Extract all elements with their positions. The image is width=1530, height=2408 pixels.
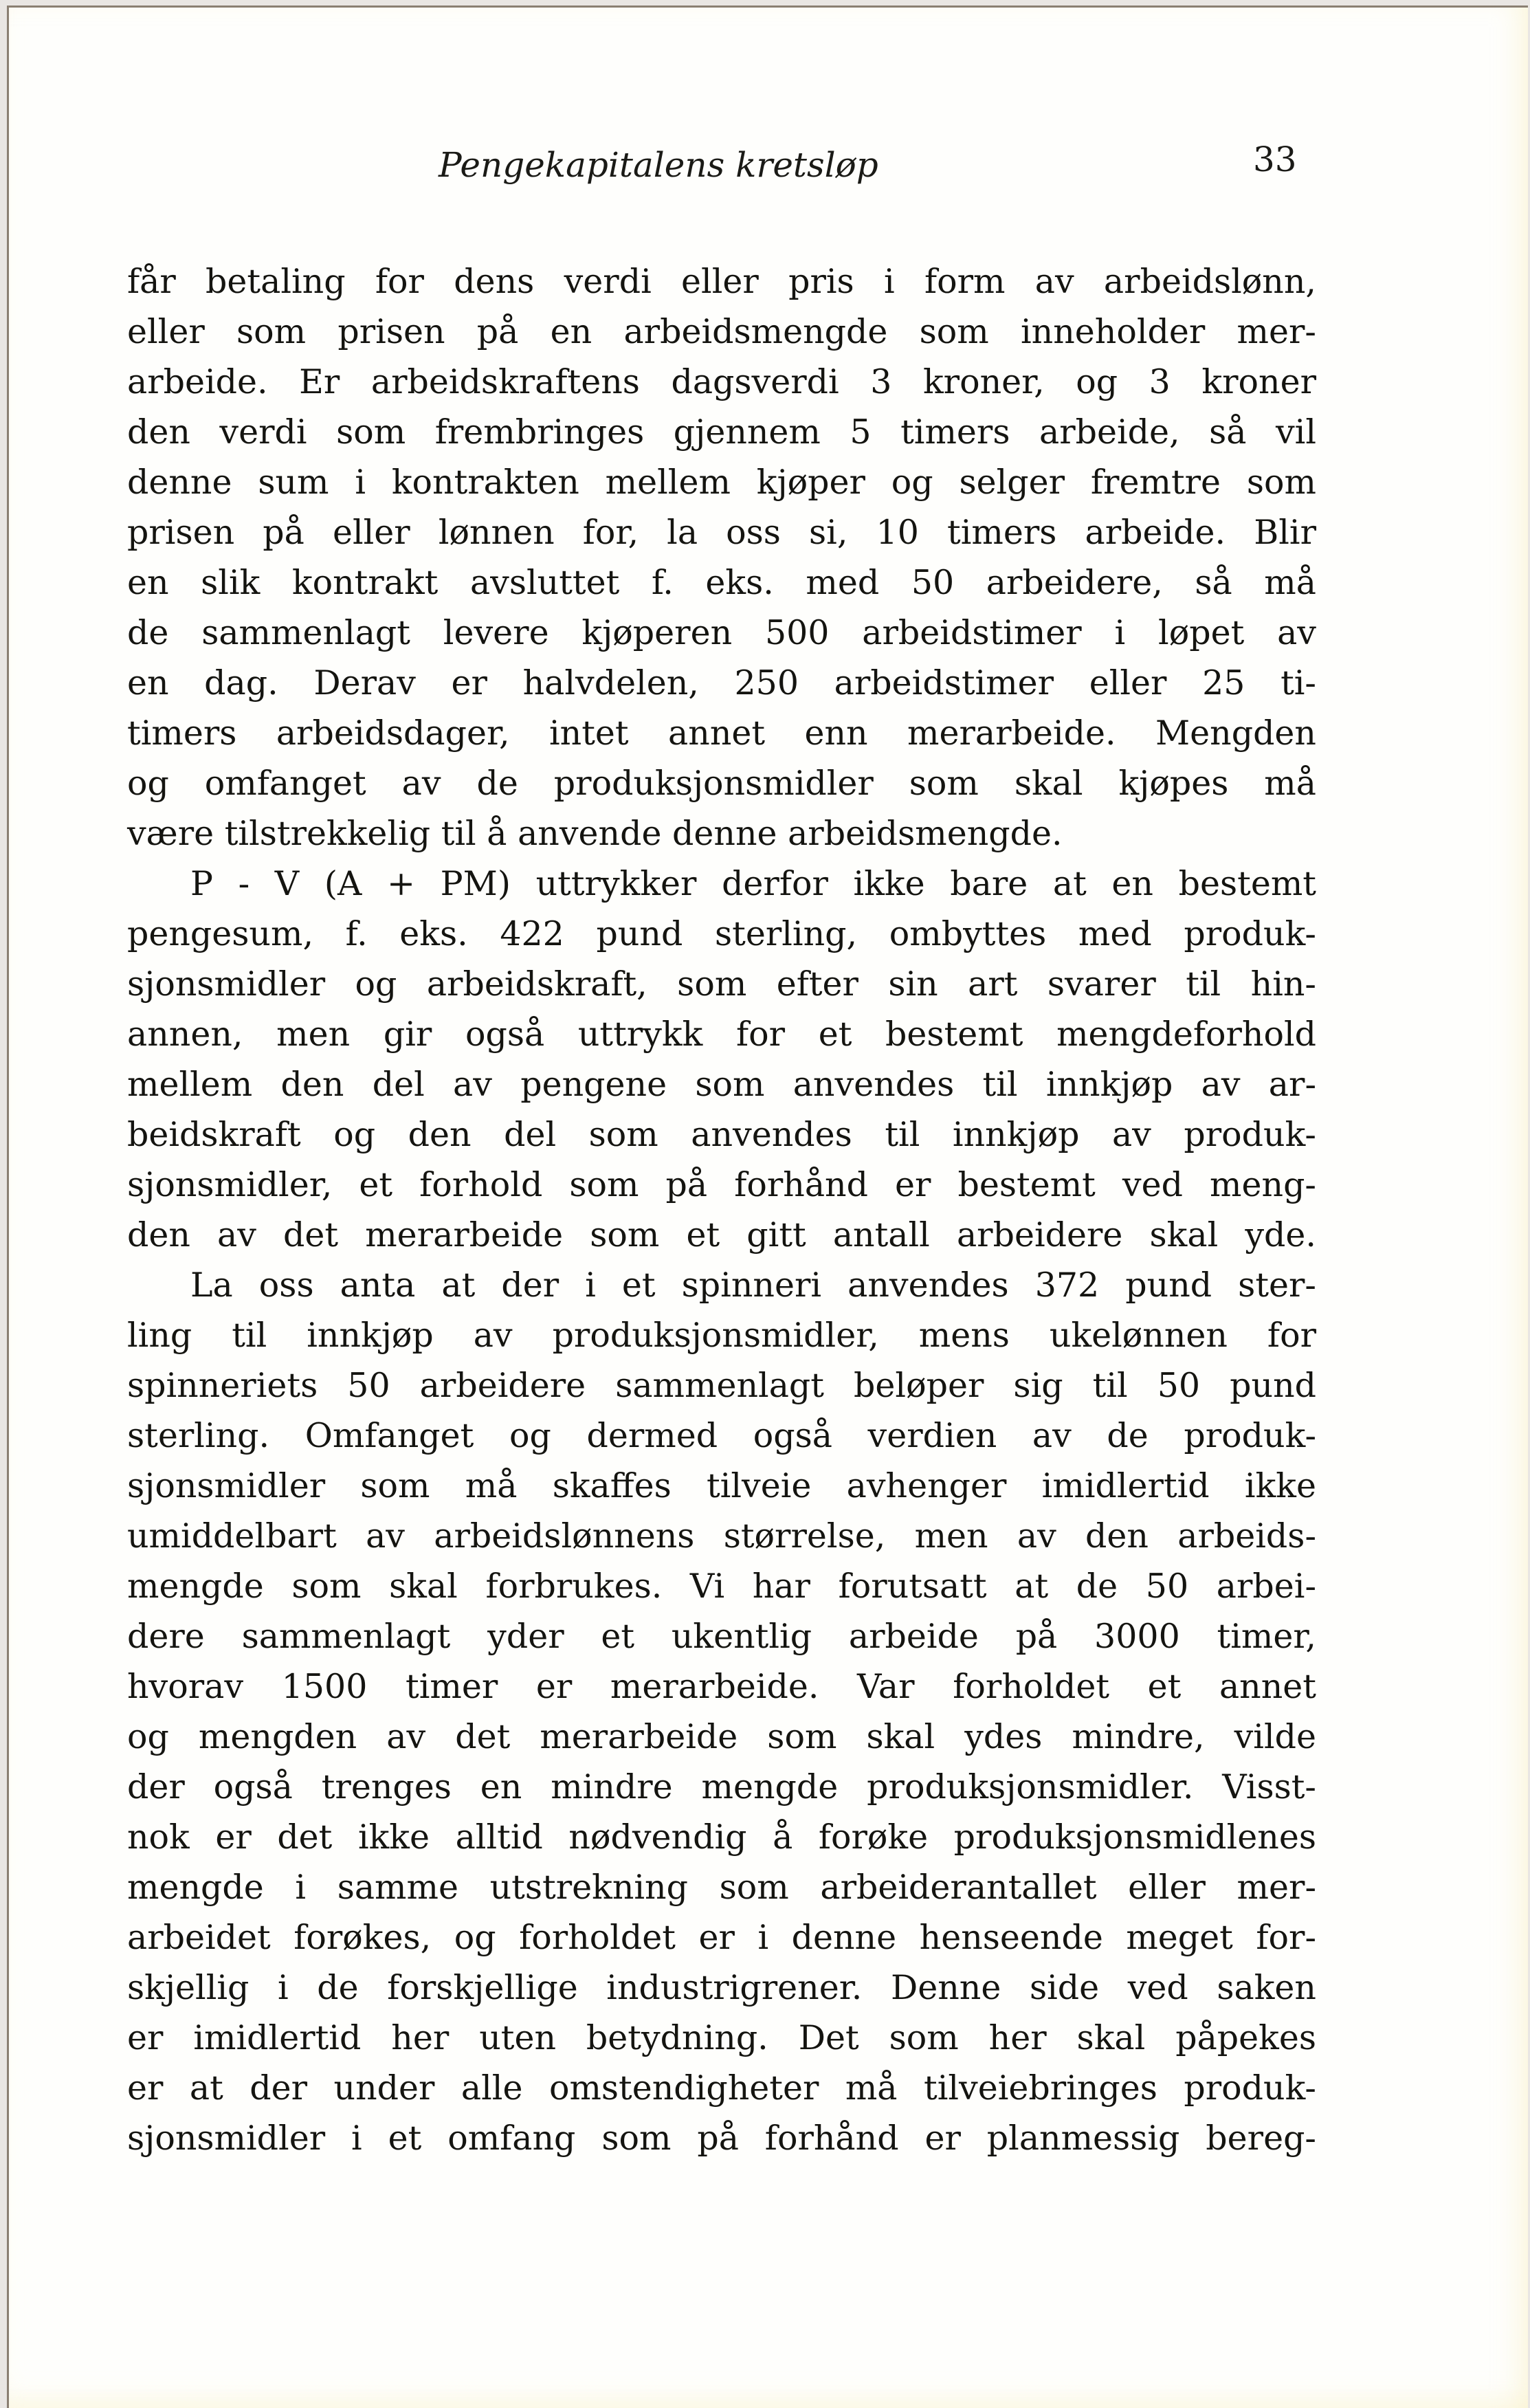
text-line: den av det merarbeide som et gitt antall arbeidere skal yde.	[127, 1215, 1316, 1255]
text-line: mengde i samme utstrekning som arbeiderantallet eller mer-	[127, 1868, 1316, 1907]
text-line: sjonsmidler som må skaffes tilveie avhenger imidlertid ikke	[127, 1466, 1316, 1505]
text-line: er at der under alle omstendigheter må tilveiebringes produk-	[127, 2068, 1316, 2108]
text-line: og mengden av det merarbeide som skal ydes mindre, vilde	[127, 1717, 1316, 1756]
running-title: Pengekapitalens kretsløp	[439, 145, 878, 185]
book-page	[7, 5, 1528, 2408]
text-line: arbeide. Er arbeidskraftens dagsverdi 3 kroner, og 3 kroner	[127, 362, 1316, 401]
text-line: annen, men gir også uttrykk for et bestemt mengdeforhold	[127, 1015, 1316, 1054]
text-line: de sammenlagt levere kjøperen 500 arbeidstimer i løpet av	[127, 613, 1316, 652]
text-line: sterling. Omfanget og dermed også verdien av de produk-	[127, 1416, 1316, 1455]
text-line: mellem den del av pengene som anvendes til innkjøp av ar-	[127, 1065, 1316, 1104]
text-line: får betaling for dens verdi eller pris i form av arbeidslønn,	[127, 262, 1316, 301]
text-line: umiddelbart av arbeidslønnens størrelse, men av den arbeids-	[127, 1516, 1316, 1556]
text-line: denne sum i kontrakten mellem kjøper og selger fremtre som	[127, 463, 1316, 502]
page-header	[9, 140, 1528, 200]
text-line: sjonsmidler, et forhold som på forhånd er bestemt ved meng-	[127, 1165, 1316, 1204]
text-line: P - V (A + PM) uttrykker derfor ikke bare at en bestemt	[190, 864, 1316, 903]
text-line: skjellig i de forskjellige industrigrener. Denne side ved saken	[127, 1968, 1316, 2007]
text-line: prisen på eller lønnen for, la oss si, 10 timers arbeide. Blir	[127, 513, 1316, 552]
text-line: sjonsmidler og arbeidskraft, som efter sin art svarer til hin-	[127, 964, 1316, 1004]
text-line: beidskraft og den del som anvendes til innkjøp av produk-	[127, 1115, 1316, 1154]
text-line: La oss anta at der i et spinneri anvendes 372 pund ster-	[190, 1266, 1316, 1305]
text-line: en slik kontrakt avsluttet f. eks. med 50 arbeidere, så må	[127, 563, 1316, 602]
body-text	[127, 256, 1316, 2163]
text-line: dere sammenlagt yder et ukentlig arbeide på 3000 timer,	[127, 1617, 1316, 1656]
text-line: sjonsmidler i et omfang som på forhånd er planmessig bereg-	[127, 2119, 1316, 2158]
text-line: er imidlertid her uten betydning. Det som her skal påpekes	[127, 2018, 1316, 2057]
text-line: timers arbeidsdager, intet annet enn merarbeide. Mengden	[127, 714, 1316, 753]
text-line: eller som prisen på en arbeidsmengde som inneholder mer-	[127, 312, 1316, 351]
text-line: spinneriets 50 arbeidere sammenlagt beløper sig til 50 pund	[127, 1366, 1316, 1405]
text-line: der også trenges en mindre mengde produksjonsmidler. Visst-	[127, 1767, 1316, 1807]
text-line: mengde som skal forbrukes. Vi har forutsatt at de 50 arbei-	[127, 1567, 1316, 1606]
text-line: være tilstrekkelig til å anvende denne arbeidsmengde.	[127, 814, 1063, 853]
text-line: arbeidet forøkes, og forholdet er i denne henseende meget for-	[127, 1918, 1316, 1957]
text-line: pengesum, f. eks. 422 pund sterling, ombyttes med produk-	[127, 914, 1316, 953]
text-line: ling til innkjøp av produksjonsmidler, mens ukelønnen for	[127, 1316, 1316, 1355]
text-line: nok er det ikke alltid nødvendig å forøke produksjonsmidlenes	[127, 1818, 1316, 1857]
text-line: en dag. Derav er halvdelen, 250 arbeidstimer eller 25 ti-	[127, 663, 1316, 703]
text-line: og omfanget av de produksjonsmidler som skal kjøpes må	[127, 764, 1316, 803]
text-line: hvorav 1500 timer er merarbeide. Var forholdet et annet	[127, 1667, 1316, 1706]
text-line: den verdi som frembringes gjennem 5 timers arbeide, så vil	[127, 412, 1316, 452]
page-number: 33	[1253, 140, 1297, 179]
